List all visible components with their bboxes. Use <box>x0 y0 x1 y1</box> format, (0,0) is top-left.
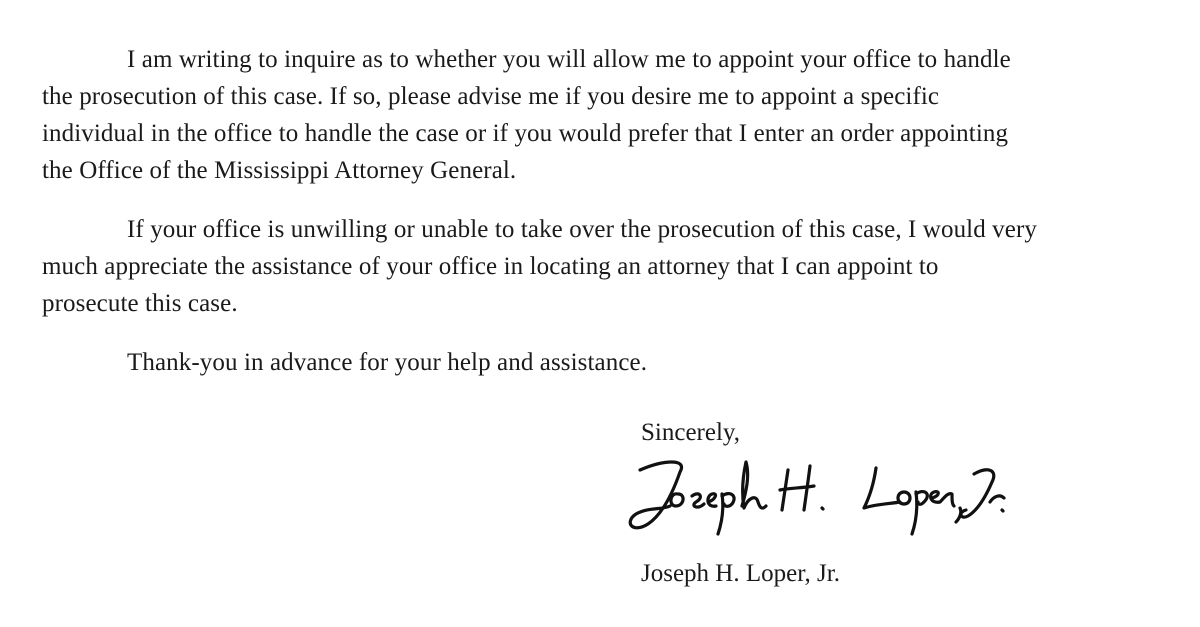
paragraph-line: prosecute this case. <box>42 290 238 317</box>
signer-name: Joseph H. Loper, Jr. <box>641 560 840 587</box>
paragraph-assistance-request <box>42 211 1037 322</box>
paragraph-thanks <box>42 344 647 381</box>
handwritten-signature <box>618 452 1008 542</box>
paragraph-line: the prosecution of this case. If so, please advise me if you desire me to appoint a specific <box>42 83 940 110</box>
paragraph-line: If your office is unwilling or unable to take over the prosecution of this case, I would very <box>127 216 1037 243</box>
paragraph-line: the Office of the Mississippi Attorney General. <box>42 157 517 184</box>
paragraph-inquiry <box>42 41 1011 189</box>
paragraph-line: Thank-you in advance for your help and assistance. <box>127 349 648 376</box>
paragraph-line: I am writing to inquire as to whether you will allow me to appoint your office to handle <box>127 46 1011 73</box>
paragraph-line: much appreciate the assistance of your office in locating an attorney that I can appoint to <box>42 253 939 280</box>
paragraph-line: individual in the office to handle the case or if you would prefer that I enter an order appointing <box>42 120 1009 147</box>
closing-salutation: Sincerely, <box>641 419 741 446</box>
